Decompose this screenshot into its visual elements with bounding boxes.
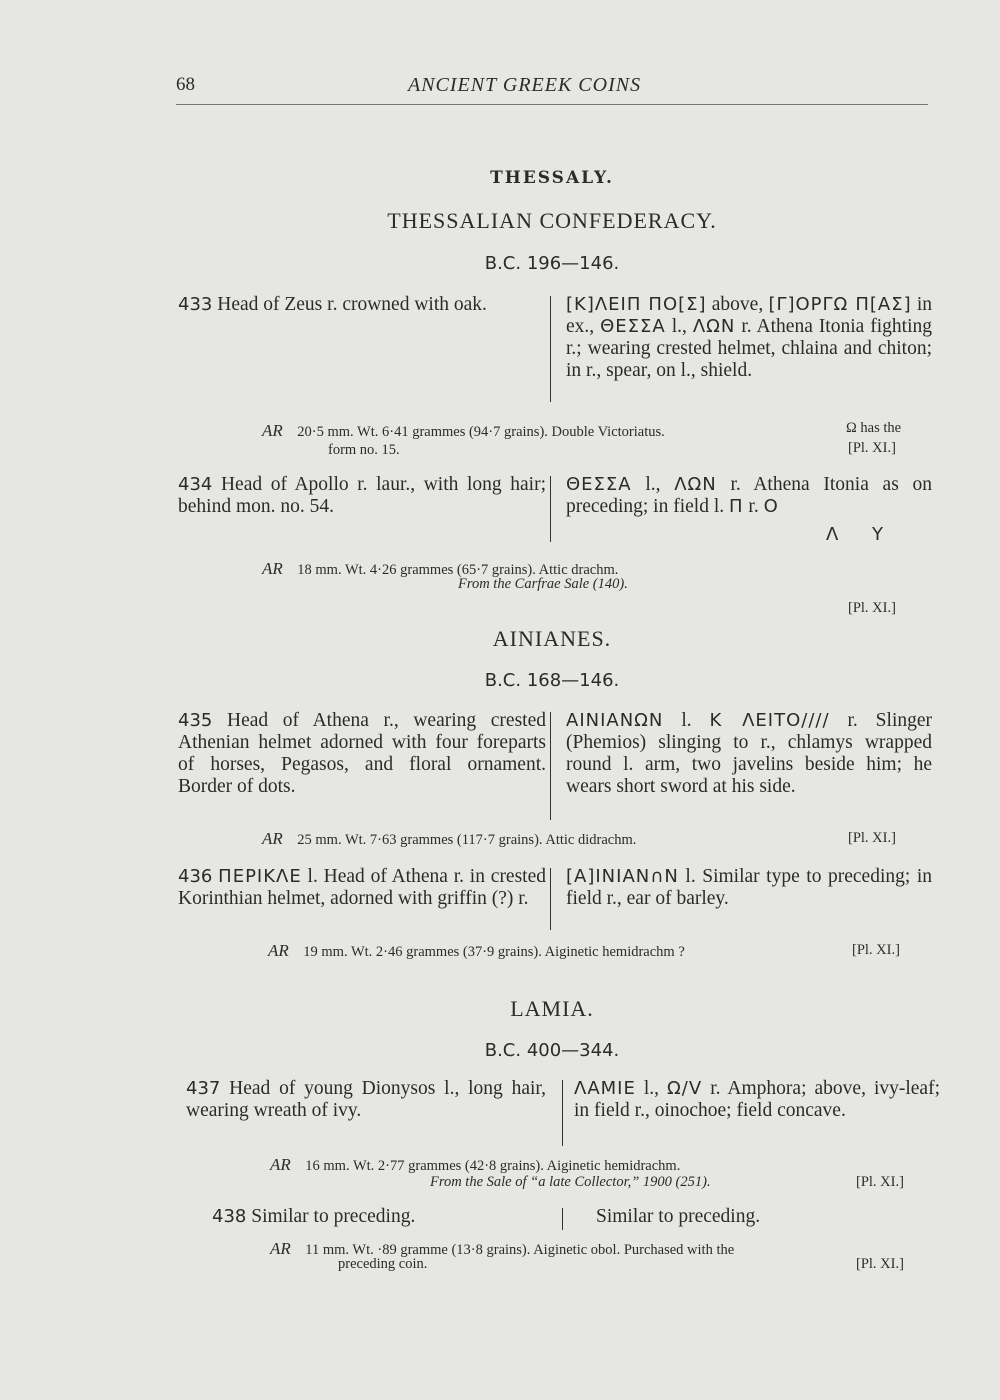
specs: 16 mm. Wt. 2·77 grammes (42·8 grains). Aiginetic hemidrachm.: [305, 1158, 681, 1174]
obverse-text: Similar to preceding.: [251, 1206, 416, 1227]
reverse-text: l.,: [643, 1078, 660, 1099]
plate-reference: [Pl. XI.]: [856, 1256, 904, 1272]
reverse-text: l.,: [645, 474, 661, 495]
obverse-text: l. Head of Athena r. in crested Korinthian helmet, adorned with griffin (?) r.: [178, 866, 546, 909]
specs: 20·5 mm. Wt. 6·41 grammes (94·7 grains). Double Victoriatus.: [297, 424, 665, 440]
plate-reference: [Pl. XI.]: [856, 1174, 904, 1190]
column-divider: [550, 712, 551, 820]
section-title: AINIANES.: [492, 626, 612, 651]
column-divider: [550, 296, 551, 402]
greek-legend: ΛΑΜΙΕ: [574, 1078, 636, 1099]
reverse-description: [566, 710, 932, 798]
coin-entry: [186, 1078, 941, 1150]
section-date: B.C. 400—344.: [484, 1040, 620, 1061]
running-head: [176, 74, 928, 105]
greek-legend: ΛΩΝ: [674, 474, 717, 495]
metal-symbol: AR: [262, 421, 283, 440]
obverse-text: Head of young Dionysos l., long hair, wearing wreath of ivy.: [186, 1078, 546, 1121]
greek-legend: [Κ]ΛΕΙΠ ΠΟ[Σ]: [566, 294, 707, 315]
reverse-description: [566, 294, 932, 382]
specs: 19 mm. Wt. 2·46 grammes (37·9 grains). Aiginetic hemidrachm ?: [303, 944, 685, 960]
note-start: Ω has the: [846, 420, 902, 436]
entry-number: 433: [178, 294, 213, 315]
coin-entry: [178, 294, 936, 404]
provenance: From the Carfrae Sale (140).: [458, 576, 628, 592]
plate-reference: [Pl. XI.]: [848, 440, 896, 456]
greek-legend: ΑΙΝΙΑΝΩΝ: [566, 710, 664, 731]
section-title: LAMIA.: [510, 996, 594, 1021]
reverse-text: in ex.,: [566, 294, 933, 337]
obverse-description: [212, 1206, 542, 1228]
note-end: preceding coin.: [338, 1256, 428, 1272]
reverse-text: Similar to preceding.: [596, 1206, 761, 1227]
coin-entry: [178, 710, 936, 822]
note-end: form no. 15.: [328, 442, 400, 458]
coin-details: [270, 1156, 680, 1175]
reverse-text: r. Amphora; above, ivy-leaf; in field r., oinochoe; field concave.: [574, 1078, 941, 1121]
plate-reference: [Pl. XI.]: [848, 830, 896, 846]
page-number: 68: [176, 74, 195, 95]
greek-legend: ΘΕΣΣΑ: [566, 474, 632, 495]
column-divider: [550, 476, 551, 542]
obverse-description: [178, 866, 546, 910]
column-divider: [550, 868, 551, 930]
provenance: From the Sale of “a late Collector,” 1900 (251).: [430, 1174, 711, 1190]
metal-symbol: AR: [270, 1155, 291, 1174]
reverse-description: [566, 474, 932, 518]
greek-legend: Ω/V: [667, 1078, 703, 1099]
column-divider: [562, 1208, 563, 1230]
reverse-description: [596, 1206, 926, 1228]
obverse-text: Head of Athena r., wearing crested Athenian helmet adorned with four foreparts of horses, Pegasos, and floral ornament. Border of dots.: [178, 710, 546, 797]
coin-entry: [178, 474, 936, 546]
greek-legend: Π: [729, 496, 744, 517]
greek-legend: Ο: [763, 496, 779, 517]
coin-details: [268, 942, 685, 961]
reverse-text: r.: [748, 496, 759, 517]
greek-legend: [Α]ΙΝΙΑΝ∩Ν: [566, 866, 679, 887]
monogram-right: Υ: [872, 524, 884, 545]
greek-legend: Κ ΛΕΙΤΟ////: [709, 710, 830, 731]
region-heading: THESSALY.: [490, 168, 614, 188]
reverse-text: l.: [681, 710, 692, 731]
coin-entry: [178, 866, 936, 932]
coin-entry: [212, 1206, 938, 1234]
metal-symbol: AR: [268, 941, 289, 960]
obverse-description: [178, 474, 546, 518]
reverse-description: [574, 1078, 940, 1122]
plate-reference: [Pl. XI.]: [852, 942, 900, 958]
obverse-description: [178, 294, 546, 316]
entry-number: 438: [212, 1206, 247, 1227]
obverse-description: [178, 710, 546, 798]
metal-symbol: AR: [270, 1239, 291, 1258]
section-date: B.C. 168—146.: [484, 670, 620, 691]
entry-number: 434: [178, 474, 213, 495]
entry-number: 437: [186, 1078, 221, 1099]
metal-symbol: AR: [262, 829, 283, 848]
column-divider: [562, 1080, 563, 1146]
obverse-text: Head of Zeus r. crowned with oak.: [217, 294, 487, 315]
metal-symbol: AR: [262, 559, 283, 578]
reverse-text: l.,: [671, 316, 687, 337]
greek-legend: ΠΕΡΙΚΛΕ: [218, 866, 302, 887]
reverse-text: l. Similar type to preceding; in field r., ear of barley.: [566, 866, 932, 909]
greek-legend: ΘΕΣΣΑ: [600, 316, 666, 337]
coin-details: [262, 422, 665, 441]
reverse-text: above,: [711, 294, 764, 315]
reverse-text: r. Slinger (Phemios) slinging to r., chlamys wrapped round l. arm, two javelins beside him; he wears short sword at his side.: [566, 710, 933, 797]
reverse-description: [566, 866, 932, 910]
coin-details: [262, 830, 636, 849]
obverse-description: [186, 1078, 546, 1122]
running-title: ANCIENT GREEK COINS: [408, 74, 642, 96]
greek-legend: ΛΩΝ: [692, 316, 736, 337]
specs: 11 mm. Wt. ·89 gramme (13·8 grains). Aiginetic obol. Purchased with the: [305, 1242, 735, 1258]
entry-number: 436: [178, 866, 213, 887]
plate-reference: [Pl. XI.]: [848, 600, 896, 616]
entry-number: 435: [178, 710, 213, 731]
reverse-text: r. Athena Itonia fighting r.; wearing crested helmet, chlaina and chiton; in r., spear, on l., shield.: [566, 316, 933, 381]
greek-legend: [Γ]ΟΡΓΩ Π[ΑΣ]: [768, 294, 912, 315]
monogram-left: Λ: [826, 524, 840, 545]
specs: 18 mm. Wt. 4·26 grammes (65·7 grains). Attic drachm.: [297, 562, 619, 578]
obverse-text: Head of Apollo r. laur., with long hair; behind mon. no. 54.: [178, 474, 546, 517]
specs: 25 mm. Wt. 7·63 grammes (117·7 grains). Attic didrachm.: [297, 832, 637, 848]
section-title: THESSALIAN CONFEDERACY.: [387, 208, 717, 233]
reverse-text: r. Athena Itonia as on preceding; in field l.: [566, 474, 932, 517]
section-date: B.C. 196—146.: [484, 253, 620, 274]
